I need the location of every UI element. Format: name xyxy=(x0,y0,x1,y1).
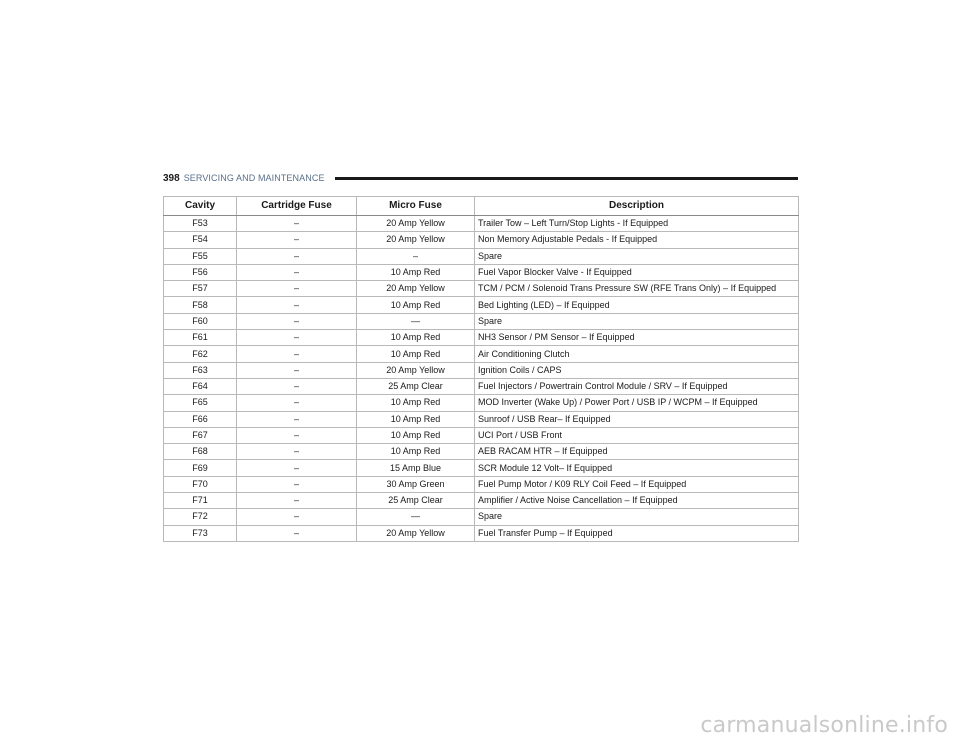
cavity-cell: F63 xyxy=(164,362,237,378)
cavity-cell: F72 xyxy=(164,509,237,525)
description-cell: Fuel Transfer Pump – If Equipped xyxy=(475,525,799,541)
section-title: SERVICING AND MAINTENANCE xyxy=(183,173,325,183)
cartridge-fuse-cell: – xyxy=(237,525,357,541)
micro-fuse-cell: — xyxy=(357,509,475,525)
micro-fuse-cell: 10 Amp Red xyxy=(357,444,475,460)
description-cell: Fuel Pump Motor / K09 RLY Coil Feed – If Equipped xyxy=(475,476,799,492)
micro-fuse-cell: – xyxy=(357,248,475,264)
cavity-cell: F60 xyxy=(164,313,237,329)
cavity-cell: F73 xyxy=(164,525,237,541)
micro-fuse-cell: 10 Amp Red xyxy=(357,395,475,411)
cartridge-fuse-cell: – xyxy=(237,493,357,509)
table-row xyxy=(164,281,799,297)
table-row xyxy=(164,460,799,476)
cavity-cell: F69 xyxy=(164,460,237,476)
header-rule xyxy=(335,177,798,180)
table-row xyxy=(164,297,799,313)
table-row xyxy=(164,509,799,525)
micro-fuse-cell: 10 Amp Red xyxy=(357,330,475,346)
micro-fuse-cell: 20 Amp Yellow xyxy=(357,362,475,378)
description-cell: Fuel Vapor Blocker Valve - If Equipped xyxy=(475,264,799,280)
cartridge-fuse-cell: – xyxy=(237,509,357,525)
cartridge-fuse-cell: – xyxy=(237,427,357,443)
page-header xyxy=(163,171,798,185)
description-cell: Fuel Injectors / Powertrain Control Module / SRV – If Equipped xyxy=(475,378,799,394)
description-cell: Air Conditioning Clutch xyxy=(475,346,799,362)
cavity-cell: F53 xyxy=(164,216,237,232)
cartridge-fuse-cell: – xyxy=(237,444,357,460)
description-cell: Non Memory Adjustable Pedals - If Equipped xyxy=(475,232,799,248)
description-cell: Amplifier / Active Noise Cancellation – If Equipped xyxy=(475,493,799,509)
micro-fuse-cell: 20 Amp Yellow xyxy=(357,525,475,541)
table-header-row xyxy=(164,197,799,216)
description-cell: Bed Lighting (LED) – If Equipped xyxy=(475,297,799,313)
fuse-table-body xyxy=(164,216,799,542)
table-row xyxy=(164,313,799,329)
column-header-cartridge-fuse: Cartridge Fuse xyxy=(237,197,357,216)
table-row xyxy=(164,378,799,394)
column-header-description: Description xyxy=(475,197,799,216)
fuse-table xyxy=(163,196,799,542)
description-cell: NH3 Sensor / PM Sensor – If Equipped xyxy=(475,330,799,346)
cartridge-fuse-cell: – xyxy=(237,346,357,362)
table-row xyxy=(164,362,799,378)
cartridge-fuse-cell: – xyxy=(237,248,357,264)
micro-fuse-cell: 10 Amp Red xyxy=(357,346,475,362)
micro-fuse-cell: 20 Amp Yellow xyxy=(357,216,475,232)
cavity-cell: F67 xyxy=(164,427,237,443)
cavity-cell: F65 xyxy=(164,395,237,411)
micro-fuse-cell: — xyxy=(357,313,475,329)
table-row xyxy=(164,493,799,509)
cartridge-fuse-cell: – xyxy=(237,297,357,313)
description-cell: SCR Module 12 Volt– If Equipped xyxy=(475,460,799,476)
cartridge-fuse-cell: – xyxy=(237,281,357,297)
table-row xyxy=(164,411,799,427)
cavity-cell: F58 xyxy=(164,297,237,313)
micro-fuse-cell: 25 Amp Clear xyxy=(357,378,475,394)
cartridge-fuse-cell: – xyxy=(237,411,357,427)
table-row xyxy=(164,248,799,264)
description-cell: Ignition Coils / CAPS xyxy=(475,362,799,378)
cavity-cell: F71 xyxy=(164,493,237,509)
description-cell: Spare xyxy=(475,313,799,329)
description-cell: AEB RACAM HTR – If Equipped xyxy=(475,444,799,460)
cavity-cell: F68 xyxy=(164,444,237,460)
micro-fuse-cell: 10 Amp Red xyxy=(357,264,475,280)
description-cell: UCI Port / USB Front xyxy=(475,427,799,443)
table-row xyxy=(164,427,799,443)
table-row xyxy=(164,216,799,232)
table-row xyxy=(164,264,799,280)
cartridge-fuse-cell: – xyxy=(237,232,357,248)
micro-fuse-cell: 20 Amp Yellow xyxy=(357,232,475,248)
description-cell: Spare xyxy=(475,248,799,264)
cartridge-fuse-cell: – xyxy=(237,460,357,476)
description-cell: Spare xyxy=(475,509,799,525)
cartridge-fuse-cell: – xyxy=(237,362,357,378)
column-header-micro-fuse: Micro Fuse xyxy=(357,197,475,216)
cavity-cell: F64 xyxy=(164,378,237,394)
cavity-cell: F62 xyxy=(164,346,237,362)
cavity-cell: F61 xyxy=(164,330,237,346)
table-row xyxy=(164,232,799,248)
micro-fuse-cell: 15 Amp Blue xyxy=(357,460,475,476)
page-number: 398 xyxy=(163,172,180,184)
micro-fuse-cell: 10 Amp Red xyxy=(357,411,475,427)
micro-fuse-cell: 10 Amp Red xyxy=(357,427,475,443)
cartridge-fuse-cell: – xyxy=(237,264,357,280)
cartridge-fuse-cell: – xyxy=(237,378,357,394)
table-row xyxy=(164,444,799,460)
micro-fuse-cell: 20 Amp Yellow xyxy=(357,281,475,297)
micro-fuse-cell: 25 Amp Clear xyxy=(357,493,475,509)
cartridge-fuse-cell: – xyxy=(237,313,357,329)
micro-fuse-cell: 10 Amp Red xyxy=(357,297,475,313)
cavity-cell: F56 xyxy=(164,264,237,280)
cartridge-fuse-cell: – xyxy=(237,216,357,232)
description-cell: MOD Inverter (Wake Up) / Power Port / USB IP / WCPM – If Equipped xyxy=(475,395,799,411)
column-header-cavity: Cavity xyxy=(164,197,237,216)
description-cell: TCM / PCM / Solenoid Trans Pressure SW (RFE Trans Only) – If Equipped xyxy=(475,281,799,297)
table-row xyxy=(164,395,799,411)
cartridge-fuse-cell: – xyxy=(237,476,357,492)
table-row xyxy=(164,330,799,346)
description-cell: Trailer Tow – Left Turn/Stop Lights - If Equipped xyxy=(475,216,799,232)
cavity-cell: F66 xyxy=(164,411,237,427)
watermark: carmanualsonline.info xyxy=(700,713,948,738)
cavity-cell: F54 xyxy=(164,232,237,248)
micro-fuse-cell: 30 Amp Green xyxy=(357,476,475,492)
cartridge-fuse-cell: – xyxy=(237,395,357,411)
cartridge-fuse-cell: – xyxy=(237,330,357,346)
table-row xyxy=(164,476,799,492)
description-cell: Sunroof / USB Rear– If Equipped xyxy=(475,411,799,427)
cavity-cell: F55 xyxy=(164,248,237,264)
table-row xyxy=(164,346,799,362)
cavity-cell: F57 xyxy=(164,281,237,297)
cavity-cell: F70 xyxy=(164,476,237,492)
table-row xyxy=(164,525,799,541)
